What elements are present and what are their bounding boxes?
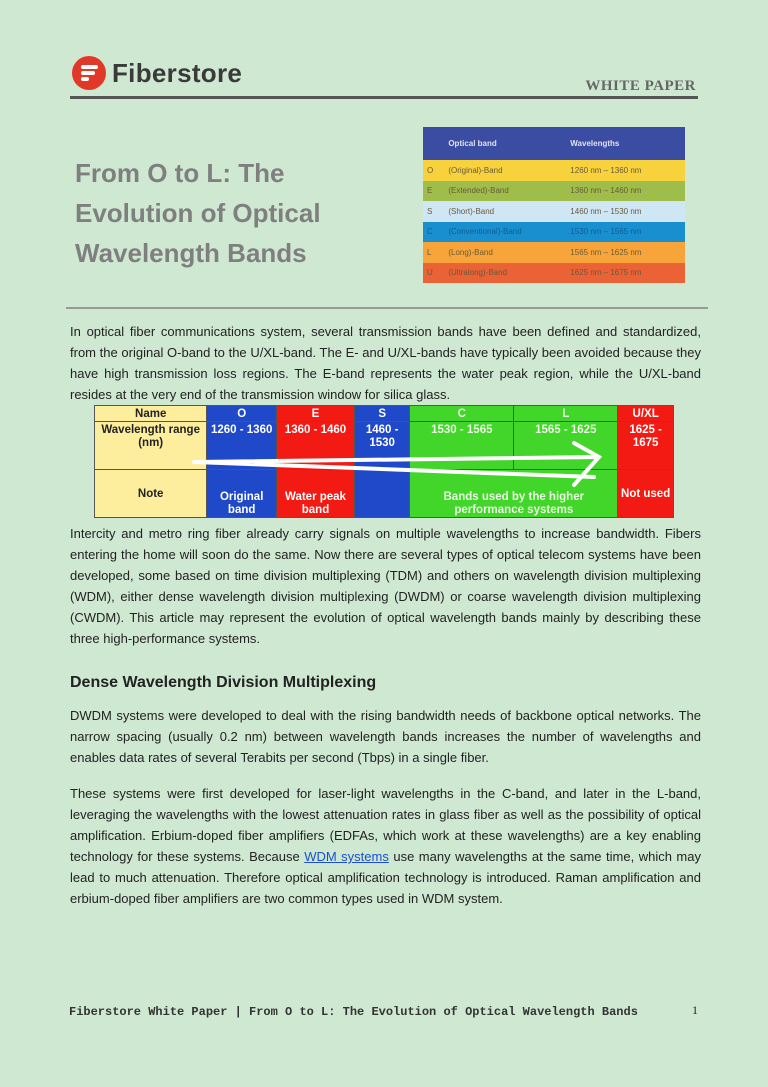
band-row [423,160,685,181]
page-title: From O to L: The Evolution of Optical Wavelength Bands [75,158,321,268]
band-range: 1460 nm – 1530 nm [570,206,642,216]
band-figure: Name O E S C L U/XL Wavelength range (nm) 1260 - 1360 1360 - 1460 1460 - 1530 1530 - 1565 1565 - 1625 1625 - 1675 Note Original band Water peak band Bands used by the higher performance systems Not used [94,405,674,518]
white-paper-label: WHITE PAPER [585,78,696,94]
intro-paragraph: In optical fiber communications system, several transmission bands have been defined and standardized, from the original O-band to the U/XL-band. The E- and U/XL-bands have typically been avoided because they have high transmission loss regions. The E-band represents the water peak region, while the U/XL-band resides at the very end of the transmission window for silica glass. [70,324,701,402]
divider [66,307,708,309]
band-letter: L [427,247,432,257]
band-name: (Extended)-Band [448,186,509,196]
band-range: 1360 nm – 1460 nm [570,186,642,196]
band-range: 1530 nm – 1565 nm [570,227,642,237]
band-row [423,201,685,222]
paragraph-dwdm: DWDM systems were developed to deal with the rising bandwidth needs of backbone optical networks. The narrow spacing (usually 0.2 nm) between wavelength bands increases the number of wavelengths and enables data rates of several Terabits per second (Tbps) in a single fiber. [70,708,701,765]
table-header-row: Optical band Wavelengths [423,127,685,160]
band-row [423,222,685,243]
header-rule [70,96,698,99]
band-range: 1565 nm – 1625 nm [570,247,642,257]
band-range: 1625 nm – 1675 nm [570,268,642,278]
logo-icon [72,56,106,90]
optical-band-table [423,127,685,283]
page-number: 1 [692,1003,698,1017]
paragraph-amplification: These systems were first developed for laser-light wavelengths in the C-band, and later in the L-band, leveraging the wavelengths with the lowest attenuation rates in glass fiber as well as the possibility of optical amplification. Erbium-doped fiber amplifiers (EDFAs, which work at these wavelengths) are a key enabling technology for these systems. Because WDM systems use many wavelengths at the same time, which may lead to much attenuation. Therefore optical amplification technology is introduced. Raman amplification and erbium-doped fiber amplifiers are two common types used in WDM system. [70,786,701,906]
band-row [423,242,685,263]
band-letter: S [427,206,433,216]
band-range: 1260 nm – 1360 nm [570,165,642,175]
wdm-systems-link[interactable]: WDM systems [304,849,389,864]
footer-text: Fiberstore White Paper | From O to L: The Evolution of Optical Wavelength Bands [69,1005,638,1019]
band-letter: U [427,268,433,278]
fiberstore-logo: Fiberstore [72,56,242,90]
band-name: (Ultralong)-Band [448,268,508,278]
band-name: (Conventional)-Band [448,227,522,237]
paragraph-wdm: Intercity and metro ring fiber already carry signals on multiple wavelengths to increase bandwidth. Fibers entering the home will soon do the same. Now there are several types of optical telecom systems have been developed, some based on time division multiplexing (TDM) and others on wavelength division multiplexing (WDM), either dense wavelength division multiplexing (DWDM) or coarse wavelength division multiplexing (CWDM). This article may represent the evolution of optical wavelength bands mainly by describing these three high-performance systems. [70,526,701,646]
band-name: (Original)-Band [448,165,503,175]
band-row [423,181,685,202]
band-name: (Short)-Band [448,206,495,216]
band-name: (Long)-Band [448,247,493,257]
band-letter: O [427,165,434,175]
arrow-icon [94,405,674,518]
band-letter: C [427,227,433,237]
section-heading: Dense Wavelength Division Multiplexing [70,674,377,691]
band-letter: E [427,186,433,196]
band-row [423,263,685,284]
